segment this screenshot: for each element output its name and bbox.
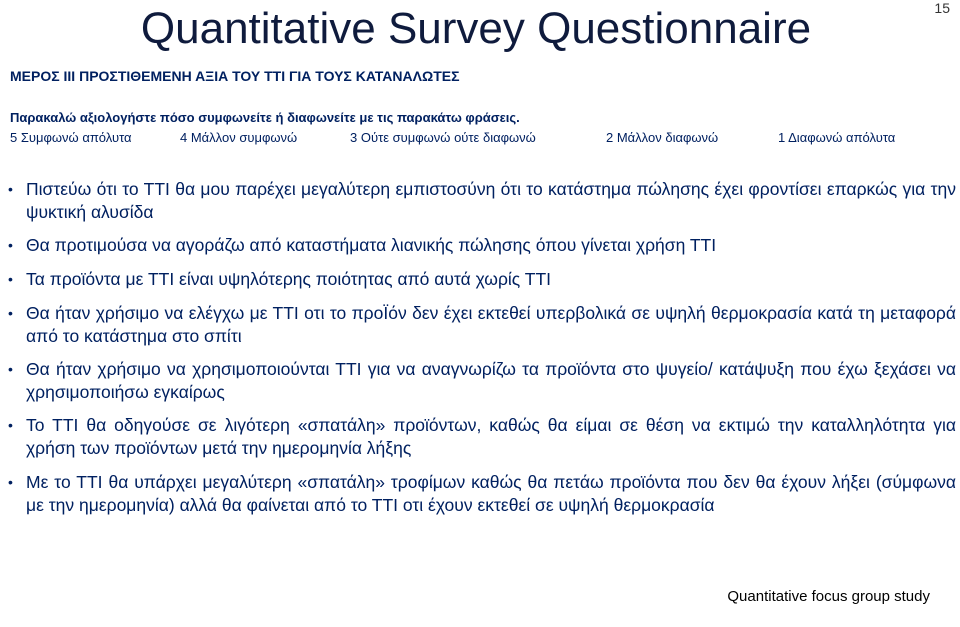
statement-list — [8, 178, 956, 517]
statement-item — [8, 414, 956, 460]
statement-item — [8, 302, 956, 348]
statement-item — [8, 178, 956, 224]
scale-option-1: 1 Διαφωνώ απόλυτα — [778, 130, 896, 145]
statement-text: Θα ήταν χρήσιμο να ελέγχω με ΤΤΙ οτι το προΪόν δεν έχει εκτεθεί υπερβολικά σε υψηλή θερμοκρασία κατά τη μεταφορά από το κατάστημα στο σπίτι — [26, 303, 956, 346]
bullet-icon: • — [8, 237, 13, 253]
bullet-icon: • — [8, 305, 13, 321]
statement-text: Πιστεύω ότι το ΤΤΙ θα μου παρέχει μεγαλύτερη εμπιστοσύνη ότι το κατάστημα πώλησης έχει φροντίσει επαρκώς για την ψυκτική αλυσίδα — [26, 179, 956, 222]
scale-option-3: 3 Ούτε συμφωνώ ούτε διαφωνώ — [350, 130, 536, 145]
statement-item — [8, 268, 956, 291]
bullet-icon: • — [8, 361, 13, 377]
statement-text: Τα προϊόντα με ΤΤΙ είναι υψηλότερης ποιότητας από αυτά χωρίς ΤΤΙ — [26, 269, 552, 289]
statement-item — [8, 471, 956, 517]
instruction-text: Παρακαλώ αξιολογήστε πόσο συμφωνείτε ή διαφωνείτε με τις παρακάτω φράσεις. — [10, 110, 520, 125]
bullet-icon: • — [8, 271, 13, 287]
rating-scale — [0, 130, 960, 150]
scale-option-2: 2 Μάλλον διαφωνώ — [606, 130, 719, 145]
statement-item — [8, 234, 956, 257]
statement-item — [8, 358, 956, 404]
statement-text: Θα προτιμούσα να αγοράζω από καταστήματα λιανικής πώλησης όπου γίνεται χρήση ΤΤΙ — [26, 235, 717, 255]
bullet-icon: • — [8, 474, 13, 490]
statement-text: Με το ΤΤΙ θα υπάρχει μεγαλύτερη «σπατάλη» τροφίμων καθώς θα πετάω προϊόντα που δεν θα έχουν λήξει (σύμφωνα με την ημερομηνία) αλλά θα φαίνεται από το ΤΤΙ οτι έχουν εκτεθεί σε υψηλή θερμοκρασία — [26, 472, 956, 515]
scale-option-5: 5 Συμφωνώ απόλυτα — [10, 130, 132, 145]
scale-option-4: 4 Μάλλον συμφωνώ — [180, 130, 298, 145]
bullet-icon: • — [8, 417, 13, 433]
page-number: 15 — [934, 0, 950, 16]
bullet-icon: • — [8, 181, 13, 197]
footer-note: Quantitative focus group study — [727, 588, 930, 605]
slide-title: Quantitative Survey Questionnaire — [140, 4, 812, 53]
section-heading: ΜΕΡΟΣ ΙΙΙ ΠΡΟΣΤΙΘΕΜΕΝΗ ΑΞΙΑ ΤΟΥ ΤΤΙ ΓΙΑ ΤΟΥΣ ΚΑΤΑΝΑΛΩΤΕΣ — [10, 68, 460, 84]
statement-text: Θα ήταν χρήσιμο να χρησιμοποιούνται ΤΤΙ για να αναγνωρίζω τα προϊόντα στο ψυγείο/ κατάψυξη που έχω ξεχάσει να χρησιμοποιήσω εγκαίρως — [26, 359, 956, 402]
statement-text: Το ΤΤΙ θα οδηγούσε σε λιγότερη «σπατάλη» προϊόντων, καθώς θα είμαι σε θέση να εκτιμώ την καταλληλότητα για χρήση των προϊόντων μετά την ημερομηνία λήξης — [26, 415, 956, 458]
